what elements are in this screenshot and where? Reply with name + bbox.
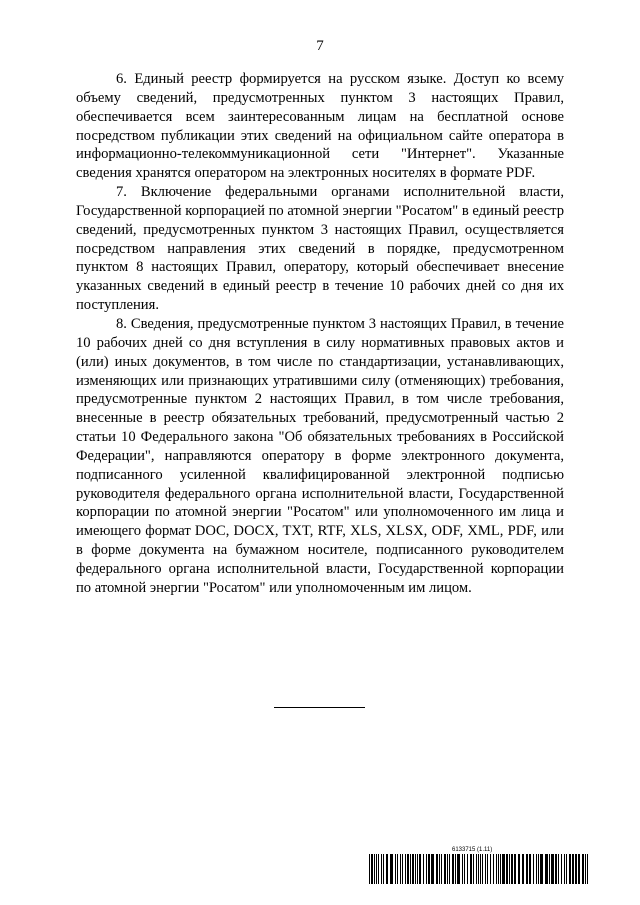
end-of-text-rule bbox=[274, 707, 365, 708]
paragraph-8: 8. Сведения, предусмотренные пунктом 3 настоящих Правил, в течение 10 рабочих дней со дня вступления в силу нормативных правовых актов и (или) иных документов, в том числе по стандартизации, устанавливающих, изменяющих или признающих утратившими силу (отменяющих) требования, предусмотренные пунктом 2 настоящих Правил, в том числе требования, внесенные в реестр обязательных требований, предусмотренный частью 2 статьи 10 Федерального закона "Об обязательных требованиях в Российской Федерации", направляются оператору в форме электронного документа, подписанного усиленной квалифицированной электронной подписью руководителя федерального органа исполнительной власти, Государственной корпорации по атомной энергии "Росатом" или уполномоченного им лица и имеющего формат DOC, DOCX, TXT, RTF, XLS, XLSX, ODF, XML, PDF, или в форме документа на бумажном носителе, подписанного руководителем федерального органа исполнительной власти, Государственной корпорации по атомной энергии "Росатом" или уполномоченным им лицом. bbox=[76, 315, 564, 596]
page-number: 7 bbox=[316, 38, 324, 54]
document-body bbox=[76, 70, 564, 598]
paragraph-7: 7. Включение федеральными органами исполнительной власти, Государственной корпорацией по атомной энергии "Росатом" в единый реестр сведений, предусмотренных пунктом 3 настоящих Правил, осуществляется посредством направления этих сведений в порядке, предусмотренном пунктом 8 настоящих Правил, оператору, который обеспечивает внесение указанных сведений в единый реестр в течение 10 рабочих дней со дня их поступления. bbox=[76, 184, 564, 314]
paragraph-6: 6. Единый реестр формируется на русском языке. Доступ ко всему объему сведений, предусмотренных пунктом 3 настоящих Правил, обеспечивается всем заинтересованным лицам на бесплатной основе посредством публикации этих сведений на официальном сайте оператора в информационно-телекоммуникационной сети "Интернет". Указанные сведения хранятся оператором на электронных носителях в формате PDF. bbox=[76, 71, 564, 182]
barcode-icon bbox=[369, 854, 589, 884]
barcode-label: 6133715 (1.11) bbox=[452, 847, 493, 853]
